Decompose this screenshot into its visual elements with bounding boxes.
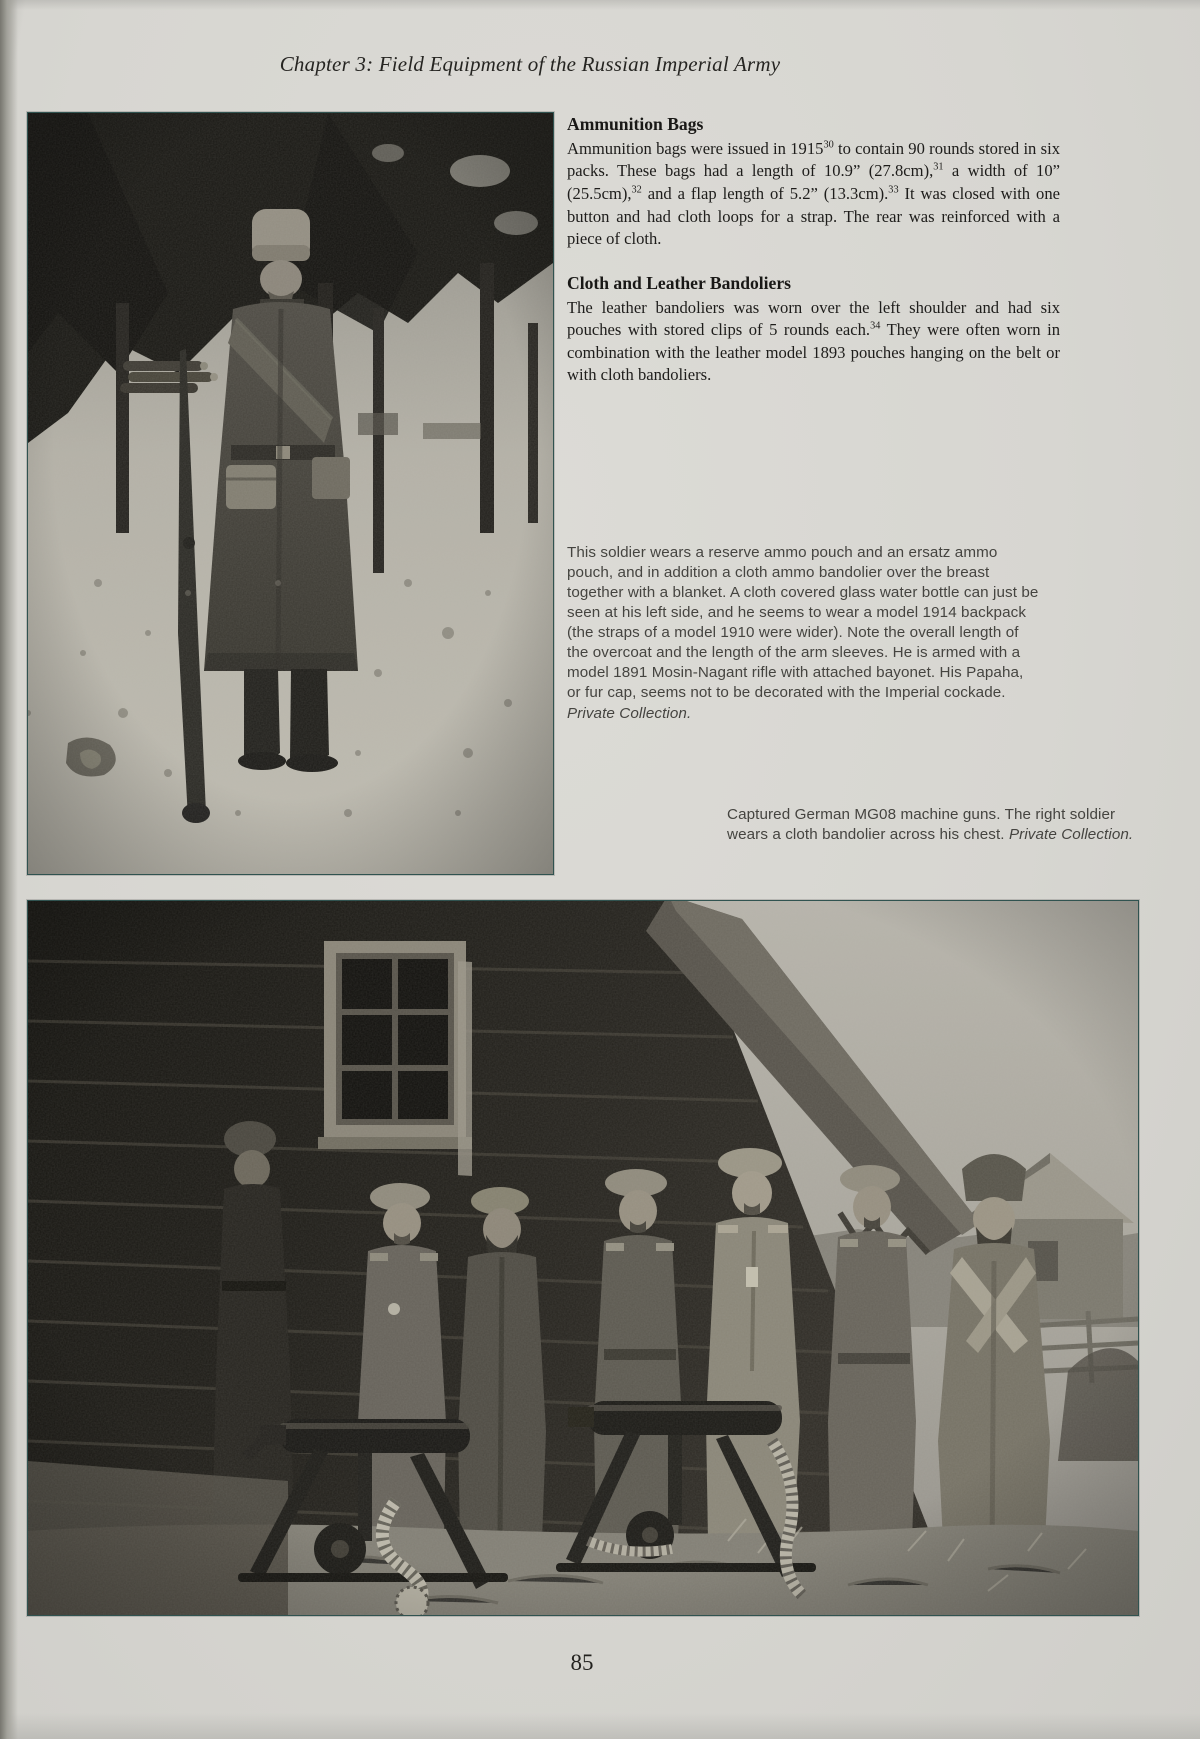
caption-text: Captured German MG08 machine guns. The right soldier wears a cloth bandolier across his chest. (727, 806, 1116, 844)
caption-text: This soldier wears a reserve ammo pouch and an ersatz ammo pouch, and in addition a cloth ammo bandolier over the breast together with a blanket. A cloth covered glass water bottle can just be seen at his left side, and he seems to wear a model 1914 backpack (the straps of a model 1910 were wider). Note the overall length of the overcoat and the length of the arm sleeves. He is armed with a model 1891 Mosin-Nagant rifle with attached bayonet. His Papaha, or fur cap, seems not to be decorated with the Imperial cockade. (567, 544, 1039, 702)
body-text-column (567, 113, 1060, 408)
mg08-group-photo (27, 900, 1139, 1616)
section-paragraph: The leather bandoliers was worn over the left shoulder and had six pouches with stored clips of 5 rounds each.$^{34}$ They were often worn in combination with the leather model 1893 pouches hanging on the belt or with cloth bandoliers. (567, 297, 1061, 385)
soldier-photo-illustration (28, 113, 553, 874)
page-binding-shadow (0, 0, 18, 1739)
soldier-in-snow-photo (27, 112, 554, 875)
section-heading: Ammunition Bags (567, 114, 704, 134)
mg08-photo-caption (727, 805, 1147, 845)
page-number: 85 (570, 1650, 594, 1675)
caption-credit: Private Collection. (1008, 826, 1134, 844)
section-cloth-leather-bandoliers (567, 272, 1060, 387)
caption-credit: Private Collection. (567, 704, 692, 722)
soldier-photo-caption (567, 543, 1039, 724)
chapter-heading: Chapter 3: Field Equipment of the Russian Imperial Army (279, 52, 781, 76)
section-ammunition-bags (567, 113, 1060, 251)
section-heading: Cloth and Leather Bandoliers (567, 272, 792, 293)
mg08-photo-illustration (28, 901, 1138, 1615)
section-paragraph: Ammunition bags were issued in 1915$^{30}$ to contain 90 rounds stored in six packs. These bags had a length of 10.9” (27.8cm),$^{31}$ a width of 10” (25.5cm),$^{32}$ and a flap length of 5.2” (13.3cm).$^{33}$ It was closed with one button and had cloth loops for a strap. The rear was reinforced with a piece of cloth. (567, 138, 1060, 249)
